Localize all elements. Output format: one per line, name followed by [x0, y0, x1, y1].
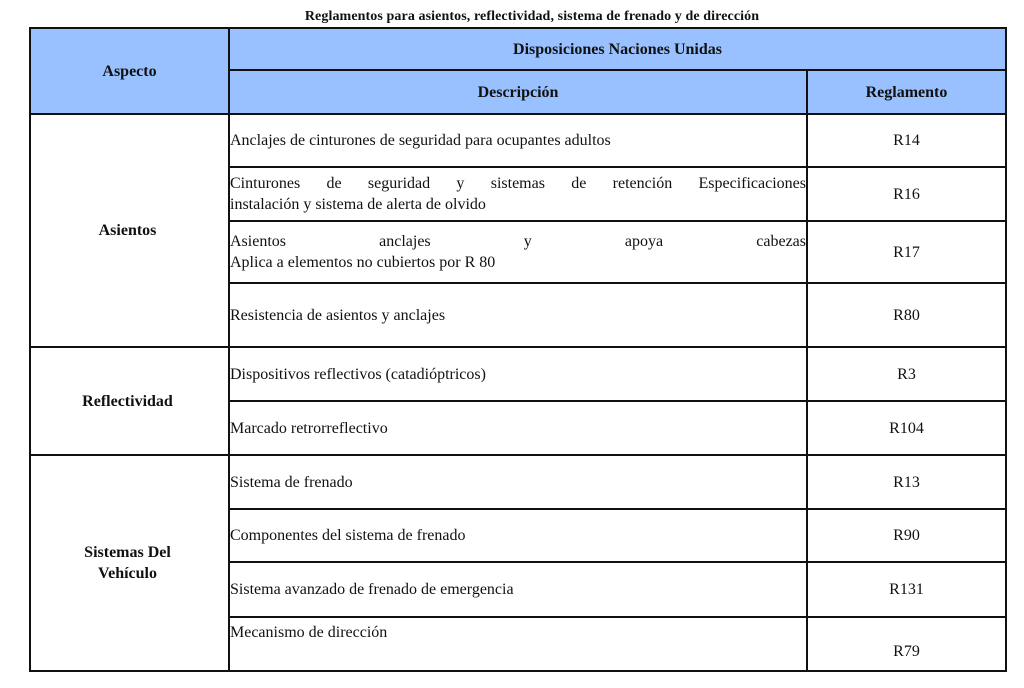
regulation-code: R104	[807, 401, 1006, 455]
regulation-code: R90	[807, 509, 1006, 562]
description-text: Dispositivos reflectivos (catadióptricos)	[230, 365, 486, 383]
description-text: Sistema de frenado	[230, 473, 353, 491]
aspect-seats	[30, 114, 229, 347]
regulation-code: R79	[807, 617, 1006, 671]
regulation-code: R13	[807, 455, 1006, 509]
regulation-code: R3	[807, 347, 1006, 401]
regulations-table	[29, 27, 1007, 672]
description-text: Sistema avanzado de frenado de emergencia	[230, 581, 514, 598]
table-row	[30, 347, 1006, 401]
description-text-line2: Aplica a elementos no cubiertos por R 80	[230, 254, 496, 271]
description-cell	[229, 221, 807, 283]
aspect-label: Asientos	[98, 222, 157, 239]
aspect-vehicle-systems	[30, 455, 229, 671]
header-un-provisions: Disposiciones Naciones Unidas	[229, 28, 1006, 70]
regulation-code: R131	[807, 562, 1006, 617]
description-cell	[229, 347, 807, 401]
description-text-line1: Cinturones de seguridad y sistemas de retención Especificaciones	[230, 175, 806, 192]
header-regulation: Reglamento	[807, 70, 1006, 114]
header-row-top	[30, 28, 1006, 70]
table-caption: Reglamentos para asientos, reflectividad, sistema de frenado y de dirección	[304, 9, 760, 24]
description-text-line2: instalación y sistema de alerta de olvido	[230, 196, 486, 213]
description-text: Anclajes de cinturones de seguridad para ocupantes adultos	[230, 132, 611, 149]
aspect-label-line2: Vehículo	[98, 565, 157, 582]
header-description: Descripción	[229, 70, 807, 114]
aspect-label: Reflectividad	[82, 392, 173, 410]
description-cell	[229, 167, 807, 221]
description-text: Marcado retrorreflectivo	[230, 419, 388, 437]
description-cell	[229, 401, 807, 455]
table-row	[30, 114, 1006, 167]
aspect-label-line1: Sistemas Del	[84, 544, 171, 561]
description-cell	[229, 455, 807, 509]
description-text-line1: Asientos anclajes y apoya cabezas	[230, 233, 806, 250]
description-cell	[229, 509, 807, 562]
header-aspect: Aspecto	[30, 28, 229, 114]
description-cell	[229, 562, 807, 617]
regulation-code: R14	[807, 114, 1006, 167]
regulation-code: R80	[807, 283, 1006, 347]
description-cell	[229, 283, 807, 347]
aspect-reflectivity	[30, 347, 229, 455]
description-cell	[229, 114, 807, 167]
description-cell	[229, 617, 807, 671]
table-row	[30, 455, 1006, 509]
regulation-code: R17	[807, 221, 1006, 283]
regulation-code: R16	[807, 167, 1006, 221]
description-text: Resistencia de asientos y anclajes	[230, 306, 446, 324]
description-text: Componentes del sistema de frenado	[230, 527, 466, 544]
description-text: Mecanismo de dirección	[230, 624, 388, 641]
